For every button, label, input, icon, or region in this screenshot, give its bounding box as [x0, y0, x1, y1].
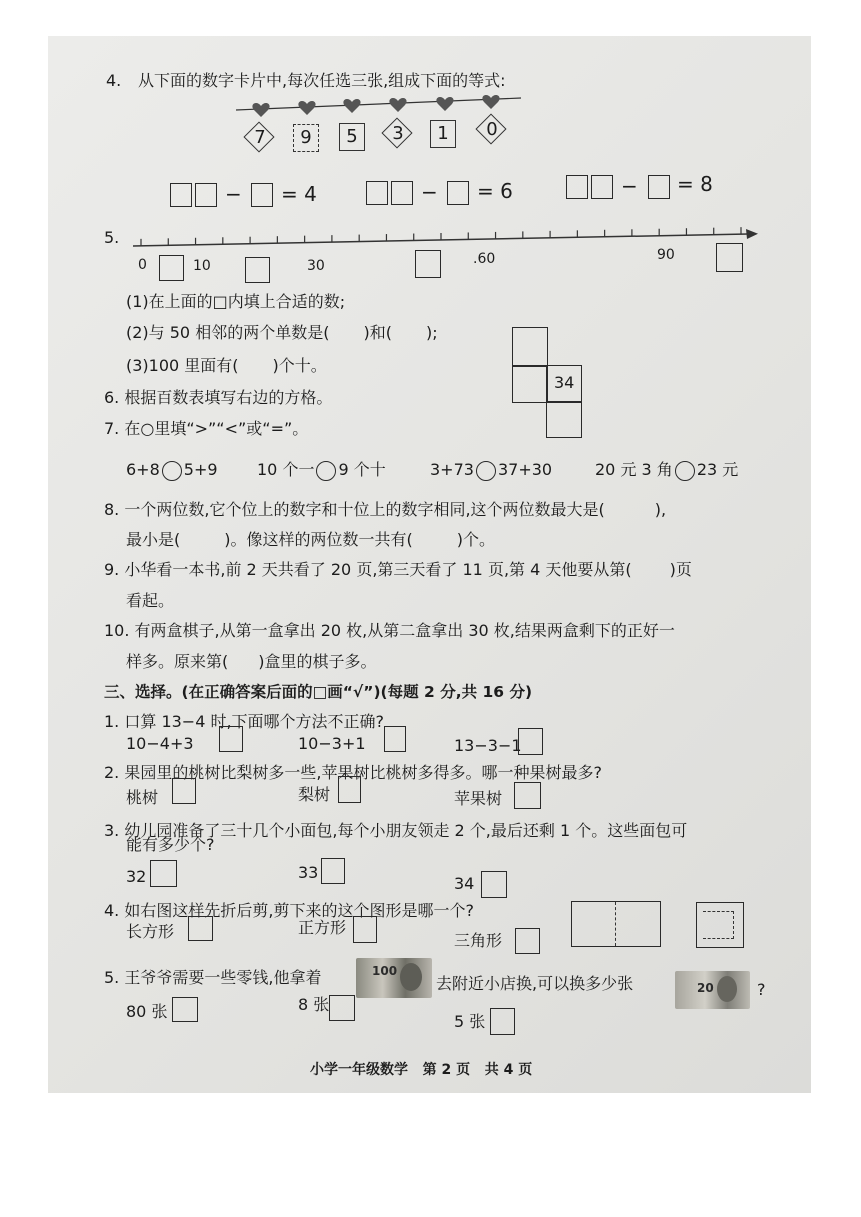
compare-circle[interactable] [675, 461, 695, 481]
choice-option: 32 [126, 867, 147, 886]
choice-question: 2. 果园里的桃树比梨树多一些,苹果树比桃树多得多。哪一种果树最多? [104, 763, 602, 782]
choice-question: 3. 幼儿园准备了三十几个小面包,每个小朋友领走 2 个,最后还剩 1 个。这些面包可 [104, 821, 688, 840]
checkbox[interactable] [338, 776, 361, 803]
choice-option: 桃树 [126, 788, 159, 807]
minus-sign: − [225, 182, 242, 206]
compare-circle[interactable] [476, 461, 496, 481]
minus-sign: − [421, 180, 438, 204]
tick-label: .60 [473, 251, 496, 267]
compare-circle[interactable] [162, 461, 182, 481]
arrow-icon [746, 229, 758, 239]
equation-result: = 8 [677, 172, 713, 196]
compare-item: 20 元 3 角 23 元 [595, 460, 739, 479]
answer-box[interactable] [566, 175, 588, 199]
compare-item: 3+73 37+30 [430, 460, 553, 479]
q10-line2: 样多。原来第( )盒里的棋子多。 [126, 652, 377, 671]
choice-question-cont: 去附近小店换,可以换多少张 [436, 974, 634, 993]
q8-line2: 最小是( )。像这样的两位数一共有( )个。 [126, 530, 495, 549]
number-card-diamond: 7 [246, 124, 274, 152]
tick-label: 10 [193, 258, 211, 274]
heart-clip-icon [298, 101, 315, 115]
answer-box[interactable] [716, 243, 743, 272]
heart-clip-icon [389, 98, 406, 112]
choice-question-cont: 能有多少个? [126, 835, 215, 854]
number-card-square: 1 [430, 120, 456, 148]
grid-cell[interactable] [546, 401, 582, 438]
choice-option: 33 [298, 863, 319, 882]
question-mark: ? [757, 980, 766, 999]
checkbox[interactable] [321, 858, 345, 884]
q5-sub3: (3)100 里面有( )个十。 [126, 356, 327, 375]
answer-box[interactable] [251, 183, 273, 207]
choice-option: 13−3−1 [454, 736, 522, 755]
checkbox[interactable] [150, 860, 177, 887]
equation-result: = 4 [281, 182, 317, 206]
q10-line1: 10. 有两盒棋子,从第一盒拿出 20 枚,从第二盒拿出 30 枚,结果两盒剩下的正好一 [104, 621, 675, 640]
heart-clip-icon [252, 103, 269, 117]
checkbox[interactable] [384, 726, 406, 752]
checkbox[interactable] [219, 726, 243, 752]
checkbox[interactable] [514, 782, 541, 809]
q7-text: 7. 在○里填“>”“<”或“=”。 [104, 419, 309, 438]
checkbox[interactable] [490, 1008, 515, 1035]
page-footer: 小学一年级数学 第 2 页 共 4 页 [310, 1062, 533, 1078]
number-card-square: 5 [339, 123, 365, 151]
exam-page [48, 36, 811, 1093]
grid-cell[interactable] [512, 327, 548, 367]
choice-option: 8 张 [298, 995, 330, 1014]
cut-shape-figure [696, 902, 744, 948]
answer-box[interactable] [159, 255, 184, 281]
answer-box[interactable] [170, 183, 192, 207]
answer-box[interactable] [447, 181, 469, 205]
minus-sign: − [621, 174, 638, 198]
q5-sub2: (2)与 50 相邻的两个单数是( )和( ); [126, 323, 438, 342]
choice-option: 80 张 [126, 1002, 168, 1021]
folded-paper-figure [571, 901, 661, 947]
checkbox[interactable] [188, 916, 213, 941]
compare-item: 6+8 5+9 [126, 460, 218, 479]
answer-box[interactable] [648, 175, 670, 199]
compare-item: 10 个一 9 个十 [257, 460, 386, 479]
banknote-100-icon: 100 [356, 958, 432, 998]
number-card-square: 9 [293, 124, 319, 152]
number-card-diamond: 0 [478, 116, 506, 144]
checkbox[interactable] [353, 916, 377, 943]
choice-option: 三角形 [454, 931, 503, 950]
banknote-20-icon: 20 [675, 971, 750, 1009]
grid-cell[interactable] [512, 365, 548, 403]
answer-box[interactable] [415, 250, 441, 278]
q4-text: 从下面的数字卡片中,每次任选三张,组成下面的等式: [138, 71, 506, 90]
q5-number: 5. [104, 228, 120, 247]
choice-option: 苹果树 [454, 789, 503, 808]
checkbox[interactable] [172, 778, 196, 804]
grid-value: 34 [554, 373, 575, 392]
tick-label: 30 [307, 258, 325, 274]
choice-option: 正方形 [298, 918, 347, 937]
choice-option: 10−4+3 [126, 734, 194, 753]
answer-box[interactable] [195, 183, 217, 207]
heart-clip-icon [482, 95, 499, 109]
tick-label: 90 [657, 247, 675, 263]
choice-option: 5 张 [454, 1012, 486, 1031]
checkbox[interactable] [172, 997, 198, 1022]
q9-line1: 9. 小华看一本书,前 2 天共看了 20 页,第三天看了 11 页,第 4 天他要从第( )页 [104, 560, 692, 579]
answer-box[interactable] [245, 257, 270, 283]
number-card-diamond: 3 [384, 120, 412, 148]
checkbox[interactable] [329, 995, 355, 1021]
choice-option: 长方形 [126, 922, 175, 941]
compare-circle[interactable] [316, 461, 336, 481]
q4-number: 4. [106, 71, 122, 90]
q6-text: 6. 根据百数表填写右边的方格。 [104, 388, 333, 407]
section-title: 三、选择。(在正确答案后面的□画“√”)(每题 2 分,共 16 分) [104, 683, 533, 701]
equation-result: = 6 [477, 179, 513, 203]
choice-question: 5. 王爷爷需要一些零钱,他拿着 [104, 968, 322, 987]
answer-box[interactable] [391, 181, 413, 205]
checkbox[interactable] [518, 728, 543, 755]
answer-box[interactable] [366, 181, 388, 205]
choice-option: 34 [454, 874, 475, 893]
q8-line1: 8. 一个两位数,它个位上的数字和十位上的数字相同,这个两位数最大是( ), [104, 500, 667, 519]
heart-clip-icon [343, 99, 360, 113]
answer-box[interactable] [591, 175, 613, 199]
heart-clip-icon [436, 97, 453, 111]
checkbox[interactable] [481, 871, 507, 898]
q9-line2: 看起。 [126, 591, 175, 610]
choice-question: 1. 口算 13−4 时,下面哪个方法不正确? [104, 712, 385, 731]
choice-question: 4. 如右图这样先折后剪,剪下来的这个图形是哪一个? [104, 901, 474, 920]
q5-sub1: (1)在上面的□内填上合适的数; [126, 292, 346, 311]
choice-option: 梨树 [298, 785, 331, 804]
checkbox[interactable] [515, 928, 540, 954]
choice-option: 10−3+1 [298, 734, 366, 753]
tick-label: 0 [138, 257, 147, 273]
